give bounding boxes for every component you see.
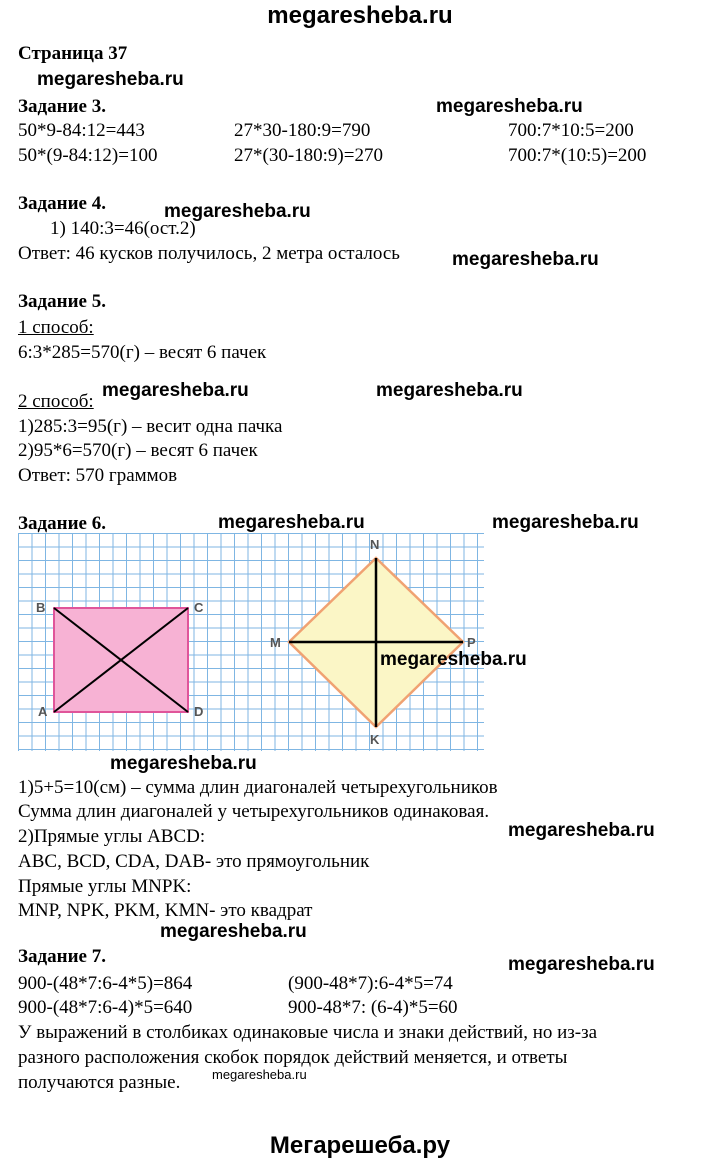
task4-step: 1) 140:3=46(ост.2) [50, 218, 196, 239]
task6-line: MNP, NPK, PKM, KMN- это квадрат [18, 900, 313, 921]
watermark: megaresheba.ru [452, 249, 599, 270]
vertex-label-k: K [370, 732, 380, 747]
task5-answer: Ответ: 570 граммов [18, 465, 178, 486]
task7-conclusion: получаются разные. [18, 1072, 181, 1093]
watermark: megaresheba.ru [436, 96, 583, 117]
task6-heading: Задание 6. [18, 513, 106, 534]
task3-expression: 27*30-180:9=790 [234, 120, 371, 141]
task6-line: 2)Прямые углы ABCD: [18, 826, 206, 847]
watermark: megaresheba.ru [380, 649, 527, 670]
site-header[interactable]: megaresheba.ru [267, 2, 453, 29]
task6-line: ABC, BCD, CDA, DAB- это прямоугольник [18, 851, 370, 872]
watermark: megaresheba.ru [212, 1067, 307, 1082]
task3-heading: Задание 3. [18, 96, 106, 117]
watermark: megaresheba.ru [508, 954, 655, 975]
site-footer[interactable]: Мегарешеба.ру [269, 1132, 451, 1159]
task3-expression: 27*(30-180:9)=270 [234, 145, 383, 166]
task5-way2-title: 2 способ: [18, 391, 94, 412]
task6-line: 1)5+5=10(см) – сумма длин диагоналей четырехугольников [18, 777, 498, 798]
vertex-label-m: M [270, 635, 281, 650]
task7-conclusion: разного расположения скобок порядок действий меняется, и ответы [18, 1047, 568, 1068]
task7-heading: Задание 7. [18, 946, 106, 967]
task3-expression: 50*9-84:12=443 [18, 120, 145, 141]
task7-expression: (900-48*7):6-4*5=74 [288, 973, 453, 994]
task5-way1-line: 6:3*285=570(г) – весят 6 пачек [18, 342, 267, 363]
watermark: megaresheba.ru [164, 201, 311, 222]
watermark: megaresheba.ru [376, 380, 523, 401]
watermark: megaresheba.ru [110, 753, 257, 774]
task7-expression: 900-(48*7:6-4*5)=864 [18, 973, 193, 994]
task5-way1-title: 1 способ: [18, 317, 94, 338]
watermark: megaresheba.ru [37, 69, 184, 90]
watermark: megaresheba.ru [508, 820, 655, 841]
task7-expression: 900-48*7: (6-4)*5=60 [288, 997, 458, 1018]
task7-conclusion: У выражений в столбиках одинаковые числа и знаки действий, но из-за [18, 1022, 598, 1043]
task3-expression: 50*(9-84:12)=100 [18, 145, 158, 166]
watermark: megaresheba.ru [218, 512, 365, 533]
task3-expression: 700:7*10:5=200 [508, 120, 634, 141]
task7-expression: 900-(48*7:6-4)*5=640 [18, 997, 193, 1018]
task4-heading: Задание 4. [18, 193, 106, 214]
page-title: Страница 37 [18, 43, 128, 64]
task3-expression: 700:7*(10:5)=200 [508, 145, 647, 166]
task5-way2-line: 1)285:3=95(г) – весит одна пачка [18, 416, 283, 437]
task4-answer: Ответ: 46 кусков получилось, 2 метра осталось [18, 243, 400, 264]
watermark: megaresheba.ru [102, 380, 249, 401]
vertex-label-b: B [36, 600, 46, 615]
vertex-label-n: N [370, 537, 380, 552]
vertex-label-d: D [194, 704, 204, 719]
vertex-label-p: P [467, 635, 476, 650]
task5-heading: Задание 5. [18, 291, 106, 312]
task6-line: Сумма длин диагоналей у четырехугольников одинаковая. [18, 801, 490, 822]
task6-line: Прямые углы MNPK: [18, 876, 192, 897]
vertex-label-c: C [194, 600, 204, 615]
watermark: megaresheba.ru [492, 512, 639, 533]
task5-way2-line: 2)95*6=570(г) – весят 6 пачек [18, 440, 258, 461]
vertex-label-a: A [38, 704, 48, 719]
watermark: megaresheba.ru [160, 921, 307, 942]
geometry-figure [18, 533, 484, 751]
